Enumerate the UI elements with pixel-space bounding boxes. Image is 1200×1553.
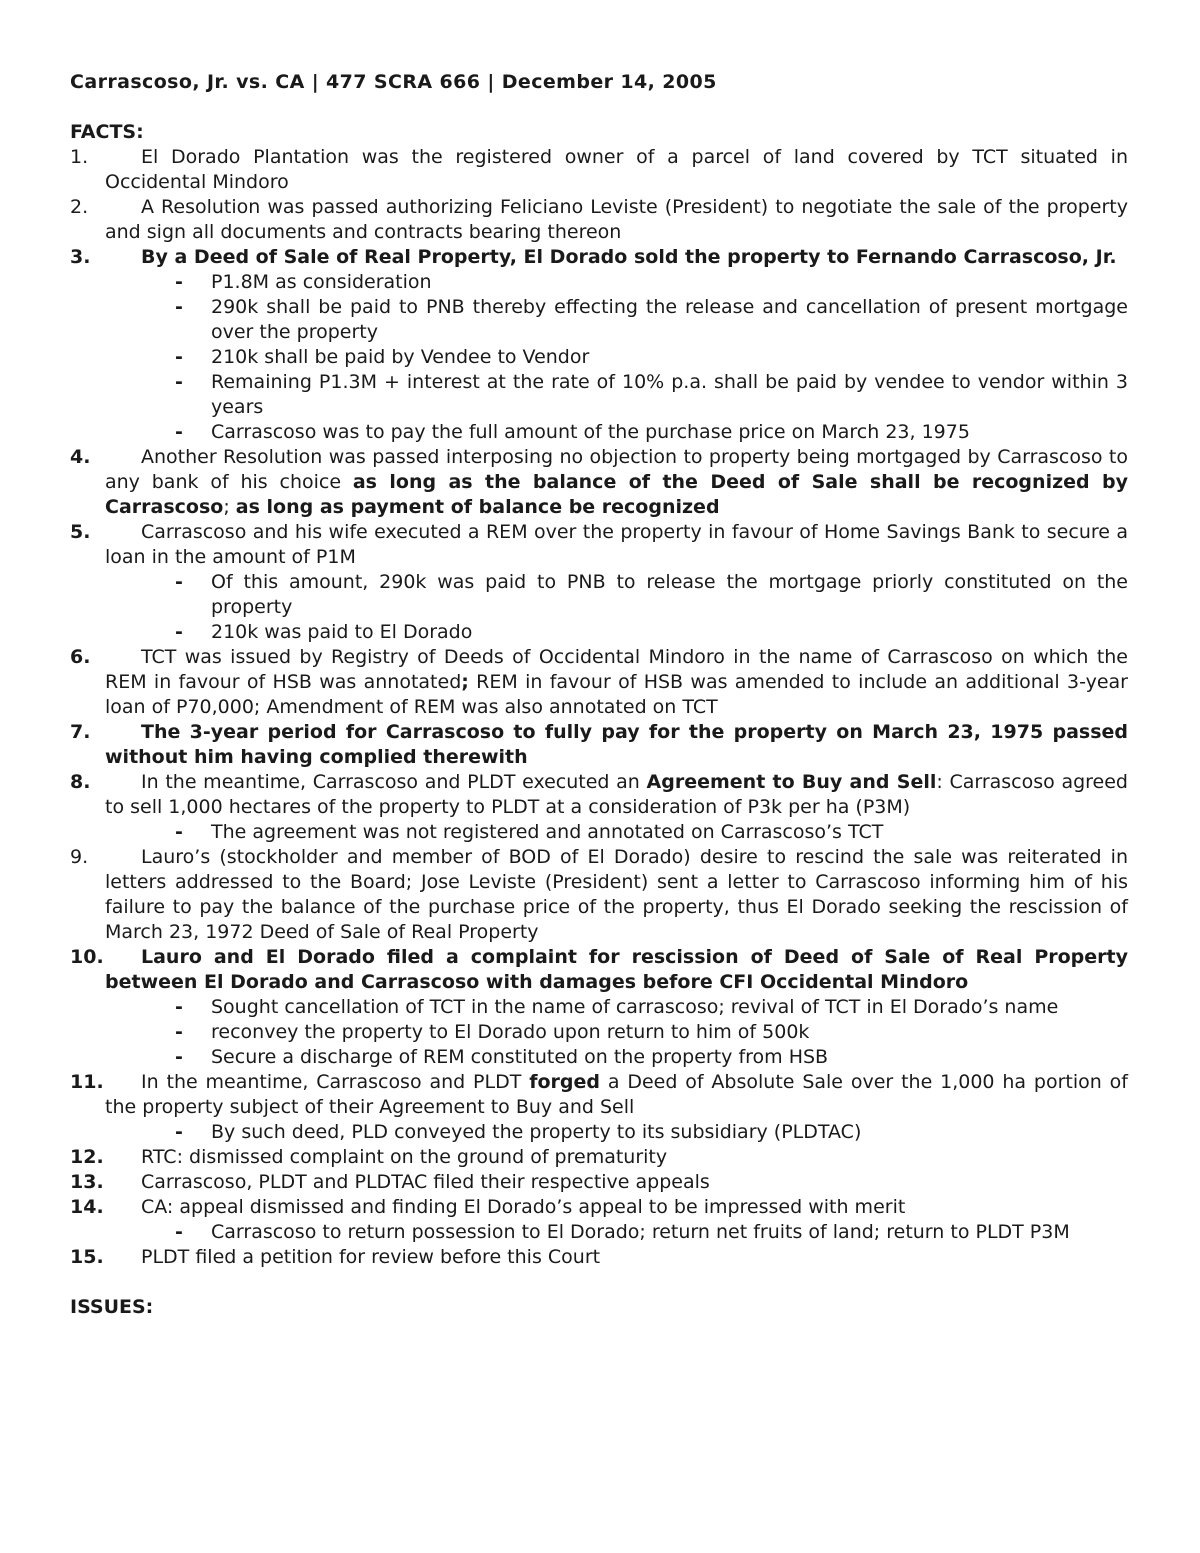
fact-number: 7. [70,721,91,743]
sub-text: Carrascoso was to pay the full amount of the purchase price on March 23, 1975 [211,421,970,443]
sub-item [70,820,1128,845]
fact-number: 14. [70,1196,104,1218]
fact-8 [70,770,1128,820]
fact-1 [70,145,1128,195]
case-title: Carrascoso, Jr. vs. CA | 477 SCRA 666 | December 14, 2005 [70,71,717,93]
sub-text: The agreement was not registered and annotated on Carrascoso’s TCT [211,821,884,843]
dash-bullet: - [175,1021,183,1043]
fact-text: CA: appeal dismissed and finding El Dorado’s appeal to be impressed with merit [141,1196,906,1218]
fact-text-part: In the meantime, Carrascoso and PLDT executed an [141,771,647,793]
sub-text: reconvey the property to El Dorado upon return to him of 500k [211,1021,810,1043]
sub-text: Sought cancellation of TCT in the name of carrascoso; revival of TCT in El Dorado’s name [211,996,1059,1018]
fact-3 [70,245,1128,270]
fact-text: RTC: dismissed complaint on the ground of prematurity [141,1146,668,1168]
dash-bullet: - [175,271,183,293]
sub-item [70,620,1128,645]
fact-12 [70,1145,1128,1170]
dash-bullet: - [175,1046,183,1068]
sub-item [70,345,1128,370]
fact-text: Carrascoso and his wife executed a REM over the property in favour of Home Savings Bank to secure a loan in the amount of P1M [105,521,1128,568]
sub-text: Remaining P1.3M + interest at the rate of 10% p.a. shall be paid by vendee to vendor within 3 years [211,371,1128,418]
fact-text-bold: Agreement to Buy and Sell [646,771,937,793]
fact-2 [70,195,1128,245]
sub-item [70,295,1128,345]
fact-15 [70,1245,1128,1270]
fact-text: Carrascoso, PLDT and PLDTAC filed their respective appeals [141,1171,710,1193]
fact-text: Lauro’s (stockholder and member of BOD of El Dorado) desire to rescind the sale was reiterated in letters addressed to the Board; Jose Leviste (President) sent a letter to Carrascoso informing him of his failure to pay the balance of the purchase price of the property, thus El Dorado seeking the rescission of March 23, 1972 Deed of Sale of Real Property [105,846,1128,943]
fact-text: Lauro and El Dorado filed a complaint for rescission of Deed of Sale of Real Property between El Dorado and Carrascoso with damages before CFI Occidental Mindoro [105,946,1128,993]
sub-item [70,1045,1128,1070]
fact-text-bold: as long as payment of balance be recognized [235,496,720,518]
fact-number: 8. [70,771,91,793]
dash-bullet: - [175,571,183,593]
fact-text-part: : Carrascoso agreed to sell 1,000 hectares of the property to PLDT at a consideration of P3k per ha (P3M) [105,771,1128,818]
fact-text-part: Another Resolution was passed interposing no objection to property being mortgaged by Carrascoso to any bank of his choice [105,446,1128,493]
fact-text: A Resolution was passed authorizing Feliciano Leviste (President) to negotiate the sale of the property and sign all documents and contracts bearing thereon [105,196,1128,243]
fact-number: 2. [70,196,89,218]
fact-text-bold: ; [461,671,469,693]
fact-6 [70,645,1128,720]
fact-text-part: TCT was issued by Registry of Deeds of Occidental Mindoro in the name of Carrascoso on which the REM in favour of HSB was annotated [105,646,1128,693]
fact-4 [70,445,1128,520]
sub-text: 290k shall be paid to PNB thereby effecting the release and cancellation of present mortgage over the property [211,296,1128,343]
sub-text: 210k shall be paid by Vendee to Vendor [211,346,590,368]
dash-bullet: - [175,821,183,843]
sub-item [70,370,1128,420]
sub-text: Secure a discharge of REM constituted on the property from HSB [211,1046,829,1068]
sub-text: P1.8M as consideration [211,271,432,293]
fact-number: 4. [70,446,91,468]
fact-number: 13. [70,1171,104,1193]
dash-bullet: - [175,421,183,443]
fact-13 [70,1170,1128,1195]
document-page [70,70,1128,1320]
dash-bullet: - [175,621,183,643]
fact-text [105,445,1128,520]
sub-item [70,420,1128,445]
fact-text: El Dorado Plantation was the registered owner of a parcel of land covered by TCT situated in Occidental Mindoro [105,146,1128,193]
fact-text [105,770,1128,820]
sub-text: By such deed, PLD conveyed the property to its subsidiary (PLDTAC) [211,1121,862,1143]
fact-text: The 3-year period for Carrascoso to fully pay for the property on March 23, 1975 passed without him having complied therewith [105,721,1128,768]
facts-heading: FACTS: [70,121,144,143]
dash-bullet: - [175,371,183,393]
fact-text-part: REM in favour of HSB was amended to include an additional 3-year loan of P70,000; Amendment of REM was also annotated on TCT [105,671,1128,718]
fact-number: 1. [70,146,89,168]
fact-text-bold: forged [529,1071,600,1093]
fact-number: 15. [70,1246,104,1268]
sub-item [70,1020,1128,1045]
sub-item [70,995,1128,1020]
fact-14 [70,1195,1128,1220]
fact-text-bold: as long as the balance of the Deed of Sale shall be recognized by Carrascoso [105,471,1129,518]
sub-item [70,570,1128,620]
fact-text: By a Deed of Sale of Real Property, El Dorado sold the property to Fernando Carrascoso, Jr. [141,246,1117,268]
sub-item [70,270,1128,295]
issues-heading: ISSUES: [70,1296,154,1318]
sub-text: Of this amount, 290k was paid to PNB to release the mortgage priorly constituted on the property [211,571,1128,618]
sub-text: Carrascoso to return possession to El Dorado; return net fruits of land; return to PLDT P3M [211,1221,1070,1243]
fact-number: 12. [70,1146,104,1168]
dash-bullet: - [175,346,183,368]
dash-bullet: - [175,1221,183,1243]
fact-number: 5. [70,521,91,543]
fact-10 [70,945,1128,995]
fact-5 [70,520,1128,570]
fact-text-part: ; [223,496,236,518]
sub-text: 210k was paid to El Dorado [211,621,473,643]
fact-9 [70,845,1128,945]
fact-11 [70,1070,1128,1120]
fact-text [105,1070,1128,1120]
dash-bullet: - [175,996,183,1018]
fact-7 [70,720,1128,770]
dash-bullet: - [175,1121,183,1143]
dash-bullet: - [175,296,183,318]
fact-number: 9. [70,846,89,868]
sub-item [70,1120,1128,1145]
fact-number: 10. [70,946,104,968]
fact-number: 6. [70,646,91,668]
fact-text-part: a Deed of Absolute Sale over the 1,000 ha portion of the property subject of their Agreement to Buy and Sell [105,1071,1128,1118]
fact-text [105,645,1128,720]
fact-number: 3. [70,246,91,268]
fact-text-part: In the meantime, Carrascoso and PLDT [141,1071,530,1093]
fact-number: 11. [70,1071,104,1093]
sub-item [70,1220,1128,1245]
fact-text: PLDT filed a petition for review before this Court [141,1246,601,1268]
